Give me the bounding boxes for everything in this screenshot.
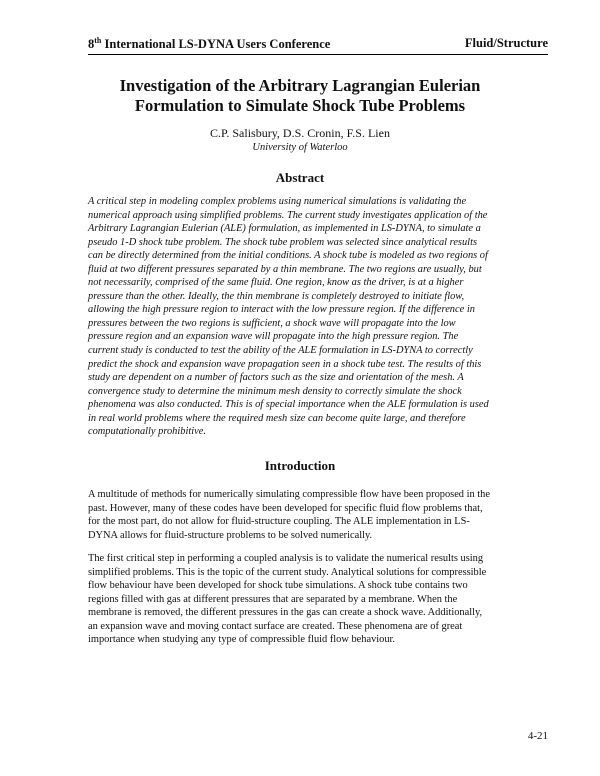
text-line: computationally prohibitive.: [88, 426, 206, 438]
text-line: pressure than the other. Ideally, the thin membrane is completely destroyed to initiate flow,: [88, 290, 465, 302]
text-line: DYNA allows for fluid-structure problems to be solved numerically.: [88, 529, 373, 541]
text-line: pressure region and an expansion wave will propagate into the high pressure region. The: [88, 331, 459, 343]
authors: C.P. Salisbury, D.S. Cronin, F.S. Lien: [210, 126, 390, 140]
abstract-heading: Abstract: [275, 170, 325, 185]
text-line: can be directly determined from the initial conditions. A shock tube is modeled as two regions of: [88, 250, 488, 262]
text-line: importance when studying any type of compressible fluid flow behaviour.: [88, 634, 396, 646]
page-number: 4-21: [527, 730, 548, 742]
text-line: Arbitrary Lagrangian Eulerian (ALE) formulation, as implemented in LS-DYNA, to simulate a: [88, 223, 481, 235]
text-line: numerical approach using simplified problems. The current study investigates application of the: [88, 209, 488, 221]
conference-name: 8th International LS-DYNA Users Conference: [88, 36, 331, 51]
text-line: simplified problems. This is the topic of the current study. Analytical solutions for compressible: [88, 566, 487, 578]
text-line: allowing the high pressure region to interact with the low pressure region. If the difference in: [88, 304, 475, 316]
title-line: Investigation of the Arbitrary Lagrangian Eulerian: [119, 76, 481, 95]
introduction-paragraph-2: [88, 552, 548, 647]
text-line: study are dependent on a number of factors such as the size and orientation of the mesh. A: [88, 372, 464, 384]
introduction-paragraph-1: [88, 488, 548, 542]
text-line: A multitude of methods for numerically simulating compressible flow have been proposed in the: [88, 489, 490, 500]
text-line: pseudo 1-D shock tube problem. The shock tube problem was selected since analytical results: [88, 236, 477, 248]
text-line: past. However, many of these codes have been developed for specific fluid flow problems that,: [88, 502, 483, 514]
text-line: in real world problems where the required mesh size can become quite large, and therefore: [88, 412, 466, 424]
text-line: convergence study to determine the minimum mesh density to correctly simulate the shock: [88, 385, 462, 397]
text-line: The first critical step in performing a coupled analysis is to validate the numerical results using: [88, 553, 484, 564]
title-line: Formulation to Simulate Shock Tube Problems: [134, 96, 466, 115]
text-line: phenomena was also conducted. This is of special importance when the ALE formulation is used: [88, 399, 489, 411]
introduction-heading: Introduction: [264, 458, 336, 473]
paper-title: [40, 76, 560, 116]
text-line: pressures between the two regions is sufficient, a shock wave will propagate into the low: [88, 317, 456, 329]
text-line: regions filled with gas at different pressures that are separated by a membrane. When the: [88, 593, 458, 605]
text-line: not necessarily, comprised of the same fluid. One region, know as the driver, is at a higher: [88, 277, 464, 289]
text-line: for the most part, do not allow for fluid-structure coupling. The ALE implementation in LS-: [88, 516, 470, 528]
text-line: A critical step in modeling complex problems using numerical simulations is validating the: [88, 196, 467, 207]
affiliation: University of Waterloo: [252, 142, 348, 153]
section-label: Fluid/Structure: [464, 36, 548, 50]
abstract-body: [88, 195, 548, 439]
text-line: current study is conducted to test the ability of the ALE formulation in LS-DYNA to correctly: [88, 345, 473, 357]
text-line: predict the shock and expansion wave propagation seen in a shock tube test. The results of this: [88, 358, 482, 370]
running-header: [88, 36, 548, 55]
text-line: flow behaviour have been developed for shock tube simulations. A shock tube contains two: [88, 580, 468, 592]
text-line: membrane is removed, the different pressures in the gas can create a shock wave. Additionally,: [88, 607, 483, 619]
text-line: fluid at two different pressures separated by a thin membrane. The two regions are usually, but: [88, 263, 482, 275]
text-line: an expansion wave and moving contact surface are created. These phenomena are of great: [88, 620, 463, 632]
ordinal-suffix: th: [94, 36, 102, 45]
